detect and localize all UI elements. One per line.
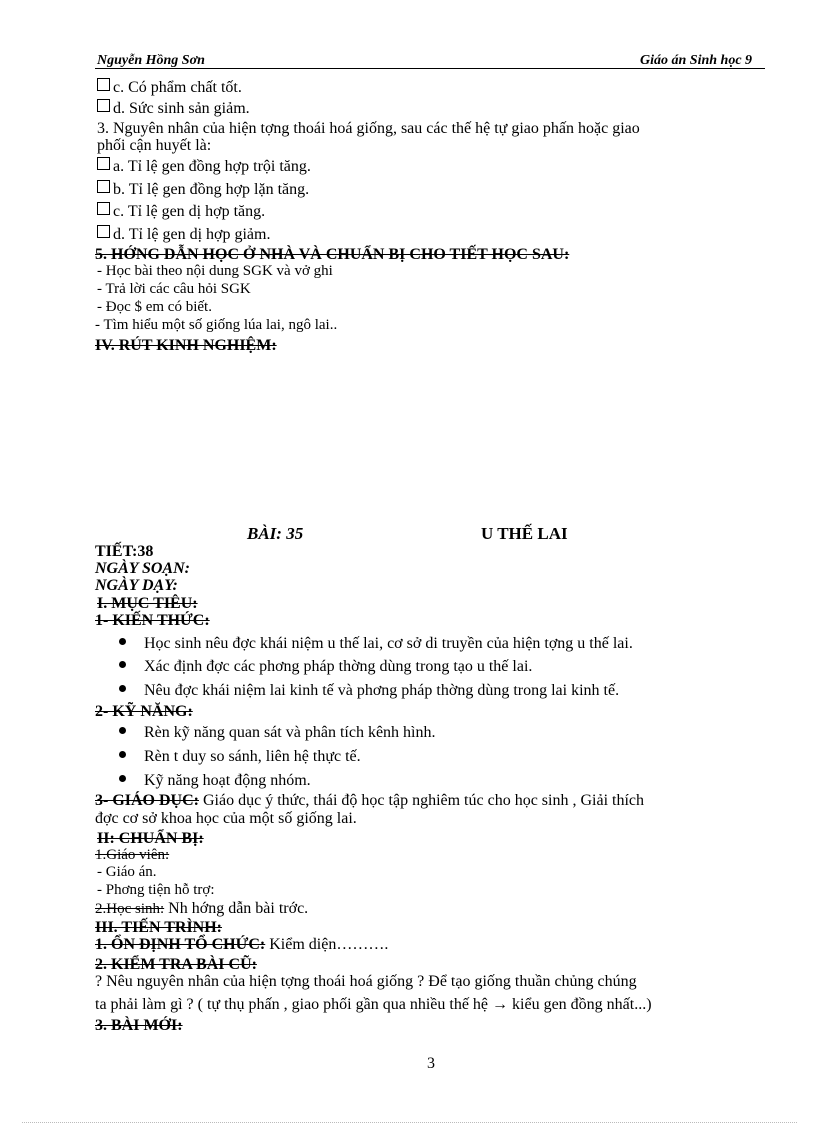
bullet-icon bbox=[119, 685, 126, 692]
skills-item: Kỹ năng hoạt động nhóm. bbox=[144, 772, 311, 789]
quiz-option: b. Tỉ lệ gen đồng hợp lặn tăng. bbox=[97, 180, 309, 199]
teacher-heading: 1.Giáo viên: bbox=[95, 847, 170, 863]
quiz-option: c. Tỉ lệ gen dị hợp tăng. bbox=[97, 202, 265, 221]
knowledge-heading: 1- KIẾN THỨC: bbox=[95, 612, 210, 629]
prepared-date-label: NGÀY SOẠN: bbox=[95, 560, 190, 577]
student-line bbox=[95, 899, 308, 919]
teacher-item: - Phơng tiện hỗ trợ: bbox=[97, 882, 215, 898]
check-heading: 2. KIỂM TRA BÀI CŨ: bbox=[95, 956, 257, 973]
stabilize-text: Kiểm diện………. bbox=[265, 936, 389, 953]
teaching-date-label: NGÀY DẠY: bbox=[95, 577, 178, 594]
new-lesson-heading: 3. BÀI MỚI: bbox=[95, 1017, 183, 1034]
quiz-option: a. Tỉ lệ gen đồng hợp trội tăng. bbox=[97, 157, 311, 176]
homework-item: - Học bài theo nội dung SGK và vở ghi bbox=[97, 263, 333, 279]
knowledge-item: Xác định đợc các phơng pháp thờng dùng trong tạo u thế lai. bbox=[144, 658, 533, 675]
header-rule bbox=[95, 68, 765, 69]
bullet-icon bbox=[119, 751, 126, 758]
header-author: Nguyễn Hồng Sơn bbox=[97, 53, 205, 68]
prep-heading: II: CHUẨN BỊ: bbox=[97, 830, 204, 847]
process-heading: III. TIẾN TRÌNH: bbox=[95, 919, 223, 936]
stabilize-heading: 1. ỔN ĐỊNH TỔ CHỨC: bbox=[95, 936, 266, 953]
checkbox-icon[interactable] bbox=[97, 225, 110, 238]
bullet-icon bbox=[119, 727, 126, 734]
bullet-icon bbox=[119, 775, 126, 782]
checkbox-icon[interactable] bbox=[97, 202, 110, 215]
knowledge-item: Học sinh nêu đợc khái niệm u thế lai, cơ sở di truyền của hiện tợng u thế lai. bbox=[144, 635, 633, 652]
knowledge-item: Nêu đợc khái niệm lai kinh tế và phơng pháp thờng dùng trong lai kinh tế. bbox=[144, 682, 620, 699]
student-text: Nh hớng dẫn bài trớc. bbox=[164, 900, 309, 917]
quiz-question-3-cont: phối cận huyết là: bbox=[97, 137, 212, 154]
skills-heading: 2- KỸ NĂNG: bbox=[95, 703, 193, 720]
arrow-right-icon: → bbox=[492, 996, 509, 1013]
student-heading: 2.Học sinh: bbox=[95, 901, 165, 917]
lesson-period: TIẾT:38 bbox=[95, 543, 154, 560]
skills-item: Rèn t duy so sánh, liên hệ thực tế. bbox=[144, 748, 361, 765]
page-number: 3 bbox=[427, 1055, 435, 1072]
education-text-cont: đợc cơ sở khoa học của một số giống lai. bbox=[95, 810, 357, 827]
bullet-icon bbox=[119, 661, 126, 668]
checkbox-icon[interactable] bbox=[97, 99, 110, 112]
objectives-heading: I. MỤC TIÊU: bbox=[97, 595, 198, 612]
education-text: Giáo dục ý thức, thái độ học tập nghiêm túc cho học sinh , Giải thích bbox=[199, 792, 645, 809]
education-line bbox=[95, 791, 644, 810]
lesson-number: BÀI: 35 bbox=[247, 524, 304, 543]
homework-item: - Trả lời các câu hỏi SGK bbox=[97, 281, 251, 297]
bullet-icon bbox=[119, 638, 126, 645]
quiz-option: d. Tỉ lệ gen dị hợp giảm. bbox=[97, 225, 270, 244]
homework-item: - Tìm hiểu một số giống lúa lai, ngô lai.. bbox=[95, 317, 338, 333]
experience-heading: IV. RÚT KINH NGHIỆM: bbox=[95, 337, 277, 354]
lesson-title: U THẾ LAI bbox=[481, 524, 568, 543]
education-heading: 3- GIÁO DỤC: bbox=[95, 792, 199, 809]
quiz-option: d. Sức sinh sản giảm. bbox=[97, 99, 250, 118]
skills-item: Rèn kỹ năng quan sát và phân tích kênh hình. bbox=[144, 724, 436, 741]
checkbox-icon[interactable] bbox=[97, 78, 110, 91]
quiz-option: c. Có phẩm chất tốt. bbox=[97, 78, 242, 97]
teacher-item: - Giáo án. bbox=[97, 864, 157, 880]
quiz-question-3: 3. Nguyên nhân của hiện tợng thoái hoá giống, sau các thế hệ tự giao phấn hoặc giao bbox=[97, 120, 640, 137]
homework-heading: 5. HỚNG DẪN HỌC Ở NHÀ VÀ CHUẨN BỊ CHO TIẾT HỌC SAU: bbox=[95, 246, 570, 263]
checkbox-icon[interactable] bbox=[97, 157, 110, 170]
stabilize-line bbox=[95, 935, 388, 954]
check-question-line2: ta phải làm gì ? ( tự thụ phấn , giao phối gần qua nhiều thế hệ → kiểu gen đồng nhất...) bbox=[95, 996, 652, 1013]
checkbox-icon[interactable] bbox=[97, 180, 110, 193]
check-question-line1: ? Nêu nguyên nhân của hiện tợng thoái hoá giống ? Để tạo giống thuần chủng chúng bbox=[95, 973, 637, 990]
homework-item: - Đọc $ em có biết. bbox=[97, 299, 212, 315]
header-subject: Giáo án Sinh học 9 bbox=[640, 53, 753, 68]
